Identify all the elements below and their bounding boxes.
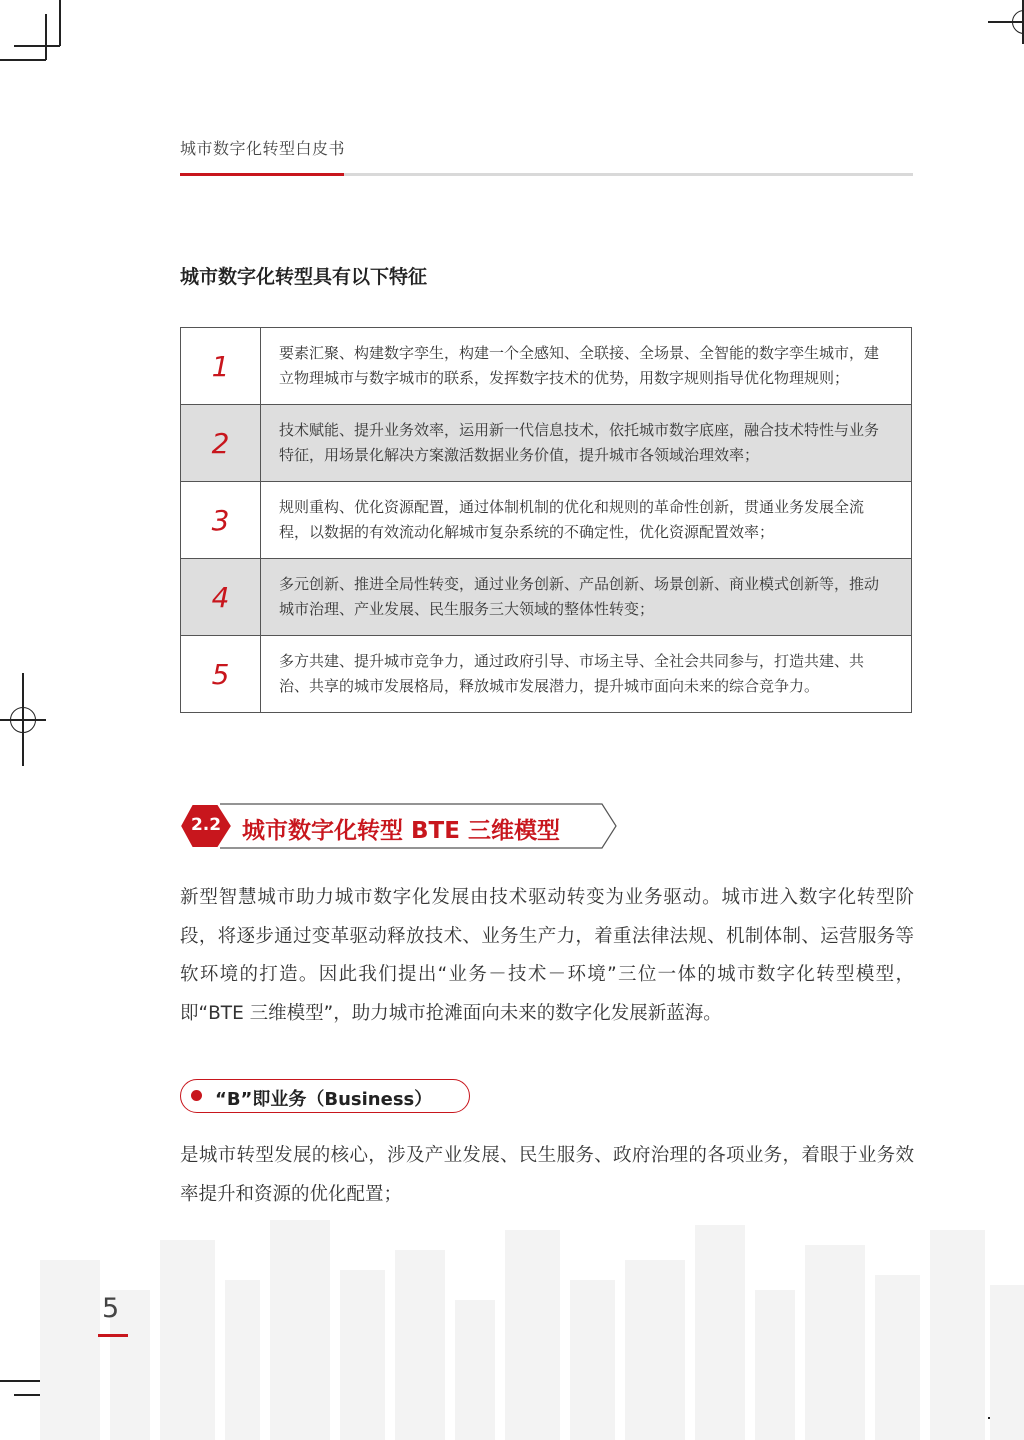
b-section-label	[180, 1079, 470, 1113]
row-number: 1	[181, 328, 261, 405]
header-rule-accent	[180, 173, 344, 176]
b-section-body: 是城市转型发展的核心，涉及产业发展、民生服务、政府治理的各项业务，着眼于业务效率提升和资源的优化配置；	[180, 1145, 914, 1205]
page-number-underline	[98, 1334, 128, 1337]
row-text: 要素汇聚、构建数字孪生，构建一个全感知、全联接、全场景、全智能的数字孪生城市，建立物理城市与数字城市的联系，发挥数字技术的优势，用数字规则指导优化物理规则；	[261, 328, 912, 405]
row-text: 技术赋能、提升业务效率，运用新一代信息技术，依托城市数字底座，融合技术特性与业务特征，用场景化解决方案激活数据业务价值，提升城市各领域治理效率；	[261, 405, 912, 482]
section-title: 城市数字化转型 BTE 三维模型	[242, 818, 560, 844]
table-row	[181, 328, 912, 405]
city-skyline-decoration	[40, 1200, 1024, 1440]
row-text: 多元创新、推进全局性转变，通过业务创新、产品创新、场景创新、商业模式创新等，推动城市治理、产业发展、民生服务三大领域的整体性转变；	[261, 559, 912, 636]
crop-mark-top-left-v2	[45, 14, 47, 60]
row-number: 2	[181, 405, 261, 482]
section-banner	[180, 803, 620, 849]
intro-paragraph: 新型智慧城市助力城市数字化发展由技术驱动转变为业务驱动。城市进入数字化转型阶段，将逐步通过变革驱动释放技术、业务生产力，着重法律法规、机制体制、运营服务等软环境的打造。因此我们提出“业务－技术－环境”三位一体的城市数字化转型模型，即“BTE 三维模型”，助力城市抢滩面向未来的数字化发展新蓝海。	[180, 887, 914, 1024]
row-number: 5	[181, 636, 261, 713]
bullet-dot-icon	[191, 1090, 202, 1101]
crop-mark-top-left-v	[59, 0, 61, 46]
running-title: 城市数字化转型白皮书	[180, 139, 346, 158]
features-heading: 城市数字化转型具有以下特征	[180, 266, 428, 288]
reg-mark-left-circle	[10, 707, 36, 733]
b-section-label-text: “B”即业务（Business）	[215, 1089, 433, 1110]
table-row	[181, 636, 912, 713]
table-row	[181, 482, 912, 559]
row-number: 3	[181, 482, 261, 559]
section-number: 2.2	[190, 815, 222, 835]
crop-mark-top-left-h2	[0, 59, 46, 61]
reg-mark-top-right-circle	[1012, 10, 1024, 34]
table-row	[181, 559, 912, 636]
crop-mark-top-left-h	[14, 45, 60, 47]
features-table	[180, 327, 912, 713]
row-text: 多方共建、提升城市竞争力，通过政府引导、市场主导、全社会共同参与，打造共建、共治、共享的城市发展格局，释放城市发展潜力，提升城市面向未来的综合竞争力。	[261, 636, 912, 713]
table-row	[181, 405, 912, 482]
row-text: 规则重构、优化资源配置，通过体制机制的优化和规则的革命性创新，贯通业务发展全流程，以数据的有效流动化解城市复杂系统的不确定性，优化资源配置效率；	[261, 482, 912, 559]
page-number: 5	[102, 1293, 120, 1324]
row-number: 4	[181, 559, 261, 636]
